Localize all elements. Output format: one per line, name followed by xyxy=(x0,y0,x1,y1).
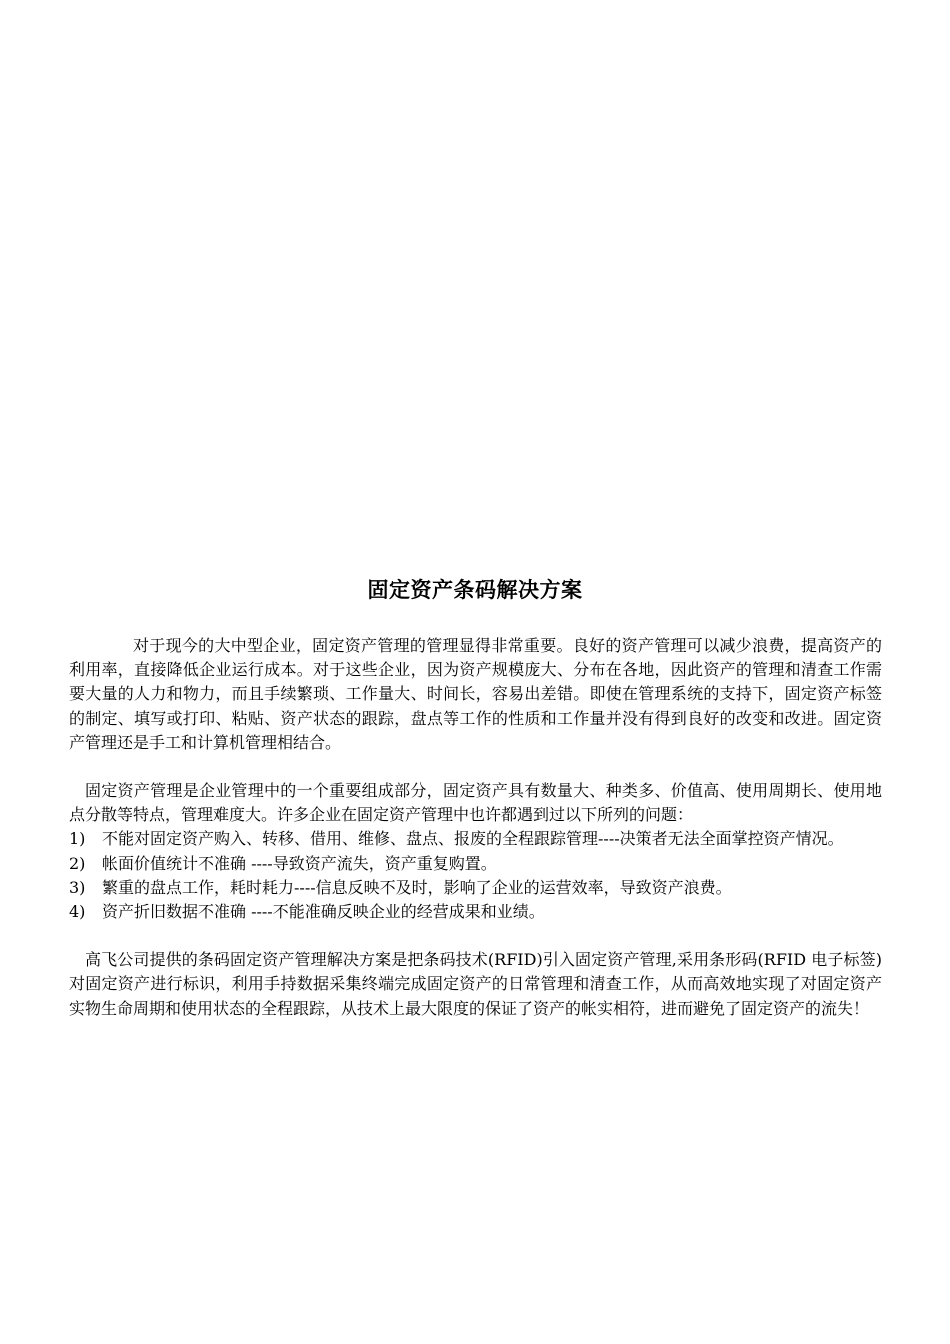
issue-text: 繁重的盘点工作，耗时耗力----信息反映不及时，影响了企业的运营效率，导致资产浪费。 xyxy=(102,877,732,897)
issue-item xyxy=(69,876,882,900)
issue-item xyxy=(69,827,882,851)
issue-item xyxy=(69,852,882,876)
issue-item xyxy=(69,900,882,924)
document-body xyxy=(69,634,882,1021)
solution-paragraph: 高飞公司提供的条码固定资产管理解决方案是把条码技术(RFID)引入固定资产管理,采用条形码(RFID 电子标签)对固定资产进行标识，利用手持数据采集终端完成固定资产的日常管理和清查工作，从而高效地实现了对固定资产实物生命周期和使用状态的全程跟踪，从技术上最大限度的保证了资产的帐实相符，进而避免了固定资产的流失！ xyxy=(69,950,882,1018)
document-title: 固定资产条码解决方案 xyxy=(367,578,583,602)
issue-number: 4) xyxy=(69,902,86,922)
issue-list xyxy=(69,827,882,924)
issue-text: 不能对固定资产购入、转移、借用、维修、盘点、报废的全程跟踪管理----决策者无法全面掌控资产情况。 xyxy=(102,829,844,849)
issue-text: 资产折旧数据不准确 ----不能准确反映企业的经营成果和业绩。 xyxy=(102,902,545,922)
issue-number: 3) xyxy=(69,877,86,897)
problem-paragraph: 固定资产管理是企业管理中的一个重要组成部分，固定资产具有数量大、种类多、价值高、使用周期长、使用地点分散等特点，管理难度大。许多企业在固定资产管理中也许都遇到过以下所列的问题： xyxy=(69,781,882,825)
issue-number: 1) xyxy=(69,829,86,849)
issue-number: 2) xyxy=(69,853,86,873)
issue-text: 帐面价值统计不准确 ----导致资产流失，资产重复购置。 xyxy=(102,853,497,873)
intro-paragraph: 对于现今的大中型企业，固定资产管理的管理显得非常重要。良好的资产管理可以减少浪费，提高资产的利用率，直接降低企业运行成本。对于这些企业，因为资产规模庞大、分布在各地，因此资产的管理和清查工作需要大量的人力和物力，而且手续繁琐、工作量大、时间长，容易出差错。即使在管理系统的支持下，固定资产标签的制定、填写或打印、粘贴、资产状态的跟踪，盘点等工作的性质和工作量并没有得到良好的改变和改进。固定资产管理还是手工和计算机管理相结合。 xyxy=(69,636,882,752)
